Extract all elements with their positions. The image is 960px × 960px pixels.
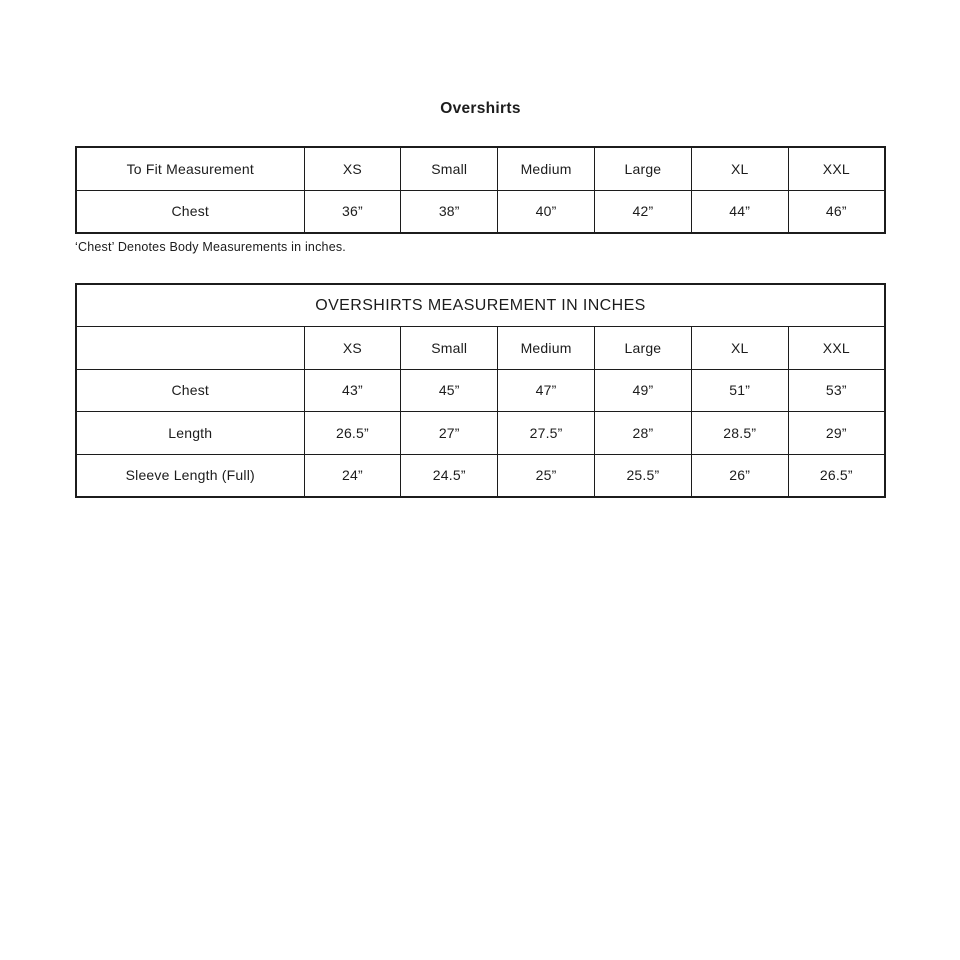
measurement-table-length-row: [76, 412, 885, 455]
page-title: Overshirts: [440, 100, 521, 117]
size-header-xl: XL: [691, 327, 788, 370]
value-cell: 26.5”: [304, 412, 401, 455]
value-cell: 38”: [401, 190, 498, 233]
size-header-xl: XL: [691, 147, 788, 190]
measurement-table-title-row: [76, 284, 885, 327]
size-header-xs: XS: [304, 147, 401, 190]
value-cell: 46”: [788, 190, 885, 233]
fit-table-header-label: To Fit Measurement: [76, 147, 304, 190]
fit-table-header-row: [76, 147, 885, 190]
fit-table-chest-row: [76, 190, 885, 233]
value-cell: 43”: [304, 369, 401, 412]
value-cell: 28.5”: [691, 412, 788, 455]
row-label-sleeve-length: Sleeve Length (Full): [76, 454, 304, 497]
chest-note: ‘Chest’ Denotes Body Measurements in inches.: [75, 240, 346, 254]
value-cell: 44”: [691, 190, 788, 233]
value-cell: 27.5”: [498, 412, 595, 455]
value-cell: 47”: [498, 369, 595, 412]
size-header-xs: XS: [304, 327, 401, 370]
value-cell: 28”: [594, 412, 691, 455]
value-cell: 36”: [304, 190, 401, 233]
measurement-table-chest-row: [76, 369, 885, 412]
row-label-chest: Chest: [76, 369, 304, 412]
to-fit-measurement-table: [75, 146, 886, 234]
size-header-medium: Medium: [498, 147, 595, 190]
size-header-large: Large: [594, 327, 691, 370]
measurement-table-sleeve-row: [76, 454, 885, 497]
value-cell: 25.5”: [594, 454, 691, 497]
value-cell: 25”: [498, 454, 595, 497]
row-label-chest: Chest: [76, 190, 304, 233]
size-header-small: Small: [401, 327, 498, 370]
overshirts-measurement-table: [75, 283, 886, 498]
value-cell: 24”: [304, 454, 401, 497]
value-cell: 49”: [594, 369, 691, 412]
empty-cell: [76, 327, 304, 370]
row-label-length: Length: [76, 412, 304, 455]
measurement-table-size-row: [76, 327, 885, 370]
size-header-small: Small: [401, 147, 498, 190]
value-cell: 51”: [691, 369, 788, 412]
value-cell: 45”: [401, 369, 498, 412]
value-cell: 53”: [788, 369, 885, 412]
value-cell: 40”: [498, 190, 595, 233]
value-cell: 29”: [788, 412, 885, 455]
value-cell: 26.5”: [788, 454, 885, 497]
value-cell: 42”: [594, 190, 691, 233]
measurement-table-title: OVERSHIRTS MEASUREMENT IN INCHES: [76, 284, 885, 327]
size-header-xxl: XXL: [788, 327, 885, 370]
value-cell: 24.5”: [401, 454, 498, 497]
size-header-medium: Medium: [498, 327, 595, 370]
size-header-xxl: XXL: [788, 147, 885, 190]
size-header-large: Large: [594, 147, 691, 190]
value-cell: 26”: [691, 454, 788, 497]
value-cell: 27”: [401, 412, 498, 455]
